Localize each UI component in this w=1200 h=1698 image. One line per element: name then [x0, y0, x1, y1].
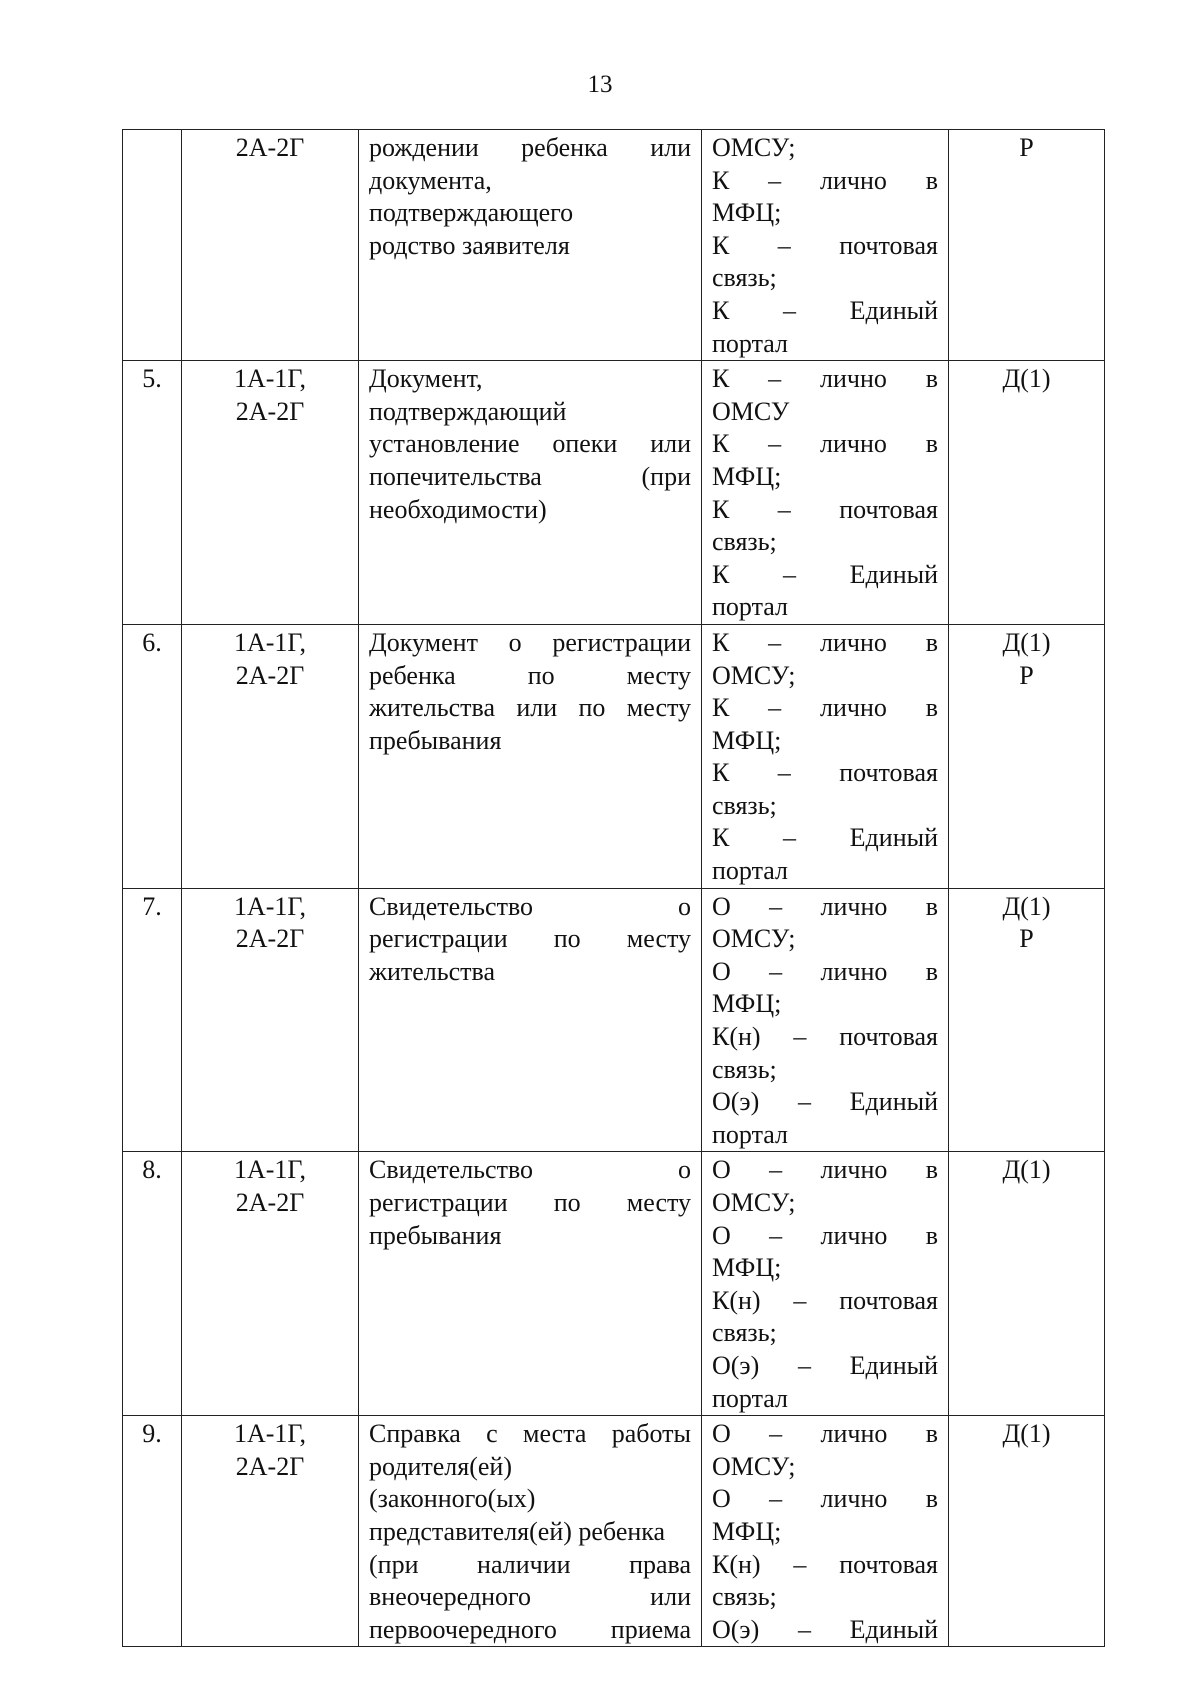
submission-method-line: портал	[712, 856, 788, 886]
document-name-line: Документ о регистрации	[369, 627, 691, 657]
submission-method-cell	[702, 1416, 949, 1647]
document-name-line: пребывания	[369, 725, 502, 755]
submission-method-cell	[702, 361, 949, 625]
document-name-cell	[359, 130, 702, 361]
row-number-cell	[123, 1416, 182, 1647]
page-number: 13	[587, 71, 613, 98]
document-code: Д(1)	[1002, 1155, 1051, 1185]
category-line: 2А-2Г	[235, 396, 305, 426]
submission-method-line: К – Единый	[712, 295, 938, 325]
submission-method-line: связь;	[712, 263, 777, 293]
document-code-cell	[949, 1152, 1105, 1416]
document-name-line: первоочередного приема	[369, 1614, 691, 1644]
submission-method-line: МФЦ;	[712, 725, 782, 755]
row-number-cell	[123, 130, 182, 361]
document-name-line: внеочередного или	[369, 1582, 691, 1612]
submission-method-line: К – лично в	[712, 429, 938, 459]
table-row	[123, 1416, 1105, 1647]
document-name-line: Документ,	[369, 364, 483, 394]
document-name-line: регистрации по месту	[369, 924, 691, 954]
submission-method-cell	[702, 888, 949, 1152]
submission-method-line: К(н) – почтовая	[712, 1022, 938, 1052]
submission-method-line: К – почтовая	[712, 230, 938, 260]
submission-method-line: МФЦ;	[712, 989, 782, 1019]
submission-method-line: О(э) – Единый	[712, 1350, 938, 1380]
document-code: Р	[1019, 924, 1034, 954]
submission-method-line: портал	[712, 1119, 788, 1149]
submission-method-line: К – почтовая	[712, 758, 938, 788]
submission-method-line: МФЦ;	[712, 461, 782, 491]
submission-method-line: К – Единый	[712, 823, 938, 853]
document-code: Д(1)	[1002, 627, 1051, 657]
row-number-cell	[123, 624, 182, 888]
submission-method-line: ОМСУ;	[712, 133, 796, 162]
row-number: 5.	[142, 364, 162, 394]
submission-method-line: связь;	[712, 1318, 777, 1348]
document-name-line: Свидетельство о	[369, 1155, 691, 1185]
document-name-cell	[359, 361, 702, 625]
category-line: 1А-1Г,	[233, 891, 307, 921]
submission-method-line: К – лично в	[712, 693, 938, 723]
row-number-cell	[123, 888, 182, 1152]
document-name-line: ребенка по месту	[369, 660, 691, 690]
category-cell	[182, 361, 359, 625]
document-name-cell	[359, 624, 702, 888]
table-row	[123, 1152, 1105, 1416]
submission-method-line: О(э) – Единый	[712, 1087, 938, 1117]
submission-method-line: связь;	[712, 527, 777, 557]
document-code: Р	[1019, 660, 1034, 690]
submission-method-cell	[702, 1152, 949, 1416]
submission-method-line: ОМСУ;	[712, 924, 796, 954]
document-code: Д(1)	[1002, 891, 1051, 921]
row-number-cell	[123, 1152, 182, 1416]
submission-method-line: К – Единый	[712, 559, 938, 589]
submission-method-line: К – лично в	[712, 627, 938, 657]
category-line: 1А-1Г,	[233, 627, 307, 657]
submission-method-line: ОМСУ;	[712, 1451, 796, 1481]
document-name-line: (законного(ых)	[369, 1484, 536, 1514]
document-name-line: документа,	[369, 165, 492, 195]
submission-method-line: О – лично в	[712, 1220, 938, 1250]
document-code-cell	[949, 624, 1105, 888]
submission-method-line: О(э) – Единый	[712, 1614, 938, 1644]
document-name-line: попечительства (при	[369, 461, 691, 491]
submission-method-line: портал	[712, 1383, 788, 1413]
document-code-cell	[949, 361, 1105, 625]
documents-table	[122, 129, 1105, 1647]
submission-method-line: ОМСУ;	[712, 660, 796, 690]
table-row	[123, 624, 1105, 888]
document-name-line: пребывания	[369, 1220, 502, 1250]
table-row	[123, 888, 1105, 1152]
submission-method-line: ОМСУ	[712, 396, 790, 426]
document-name-line: Свидетельство о	[369, 891, 691, 921]
submission-method-line: О – лично в	[712, 891, 938, 921]
document-name-line: необходимости)	[369, 494, 547, 524]
submission-method-line: К – почтовая	[712, 494, 938, 524]
document-code-cell	[949, 888, 1105, 1152]
row-number: 7.	[142, 891, 162, 921]
submission-method-line: портал	[712, 592, 788, 622]
category-cell	[182, 130, 359, 361]
category-cell	[182, 888, 359, 1152]
submission-method-line: О – лично в	[712, 1419, 938, 1449]
document-name-line: жительства или по месту	[369, 693, 691, 723]
row-number: 6.	[142, 627, 162, 657]
document-name-line: подтверждающего	[369, 198, 574, 228]
submission-method-line: О – лично в	[712, 1155, 938, 1185]
submission-method-line: ОМСУ;	[712, 1188, 796, 1217]
submission-method-line: К – лично в	[712, 165, 938, 195]
documents-table-body	[123, 130, 1105, 1647]
document-code-cell	[949, 130, 1105, 361]
document-name-line: Справка с места работы	[369, 1419, 691, 1449]
submission-method-cell	[702, 624, 949, 888]
document-name-cell	[359, 1416, 702, 1647]
category-line: 2А-2Г	[235, 924, 305, 954]
category-line: 1А-1Г,	[233, 1155, 307, 1185]
submission-method-line: связь;	[712, 1582, 777, 1612]
document-name-line: родителя(ей)	[369, 1451, 512, 1481]
document-name-line: представителя(ей) ребенка	[369, 1516, 666, 1546]
document-name-line: рождении ребенка или	[369, 133, 691, 162]
submission-method-line: связь;	[712, 1054, 777, 1084]
row-number: 9.	[142, 1419, 162, 1449]
row-number: 8.	[142, 1155, 162, 1185]
category-cell	[182, 1416, 359, 1647]
category-line: 2А-2Г	[235, 133, 305, 162]
document-name-line: (при наличии права	[369, 1549, 691, 1579]
submission-method-line: К(н) – почтовая	[712, 1285, 938, 1315]
category-line: 1А-1Г,	[233, 364, 307, 394]
document-name-line: установление опеки или	[369, 429, 691, 459]
category-line: 2А-2Г	[235, 660, 305, 690]
submission-method-line: К – лично в	[712, 364, 938, 394]
document-code: Д(1)	[1002, 1419, 1051, 1449]
category-cell	[182, 624, 359, 888]
document-name-line: родство заявителя	[369, 230, 570, 260]
submission-method-line: МФЦ;	[712, 198, 782, 228]
document-code: Д(1)	[1002, 364, 1051, 394]
row-number-cell	[123, 361, 182, 625]
submission-method-line: МФЦ;	[712, 1253, 782, 1283]
category-line: 2А-2Г	[235, 1451, 305, 1481]
document-name-line: регистрации по месту	[369, 1188, 691, 1217]
submission-method-line: МФЦ;	[712, 1516, 782, 1546]
table-row	[123, 130, 1105, 361]
submission-method-line: К(н) – почтовая	[712, 1549, 938, 1579]
submission-method-line: связь;	[712, 790, 777, 820]
category-line: 2А-2Г	[235, 1188, 305, 1217]
document-name-line: жительства	[369, 956, 495, 986]
document-name-cell	[359, 1152, 702, 1416]
submission-method-line: О – лично в	[712, 1484, 938, 1514]
document-code-cell	[949, 1416, 1105, 1647]
category-cell	[182, 1152, 359, 1416]
document-name-line: подтверждающий	[369, 396, 567, 426]
document-code: Р	[1019, 133, 1034, 162]
submission-method-cell	[702, 130, 949, 361]
submission-method-line: О – лично в	[712, 956, 938, 986]
table-row	[123, 361, 1105, 625]
category-line: 1А-1Г,	[233, 1419, 307, 1449]
submission-method-line: портал	[712, 328, 788, 358]
document-name-cell	[359, 888, 702, 1152]
